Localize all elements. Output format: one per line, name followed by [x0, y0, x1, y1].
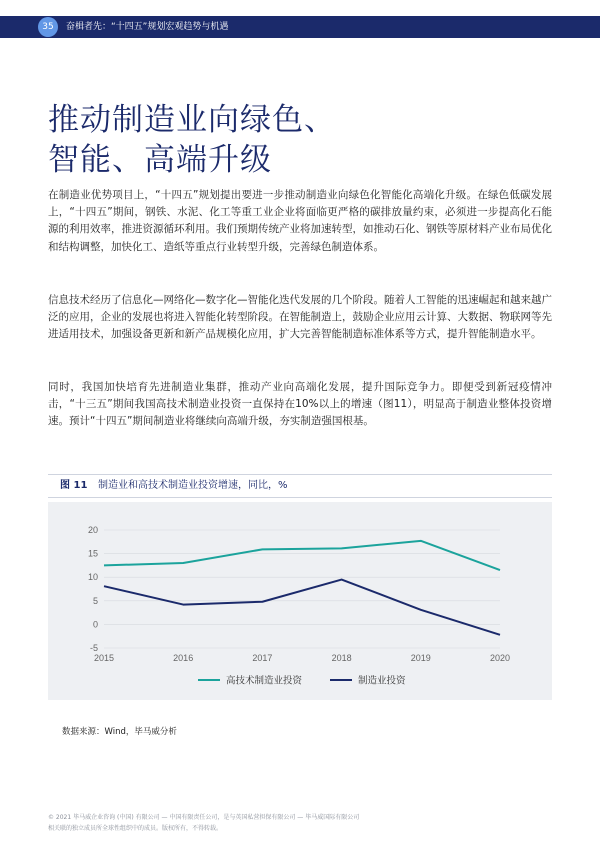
x-tick-label: 2020: [489, 653, 511, 663]
figure-number: 图 11: [60, 480, 88, 491]
page-title: [48, 100, 568, 180]
y-tick-label: 0: [92, 619, 98, 630]
header-bar: [0, 16, 600, 38]
y-tick-label: 15: [87, 548, 98, 559]
series-line-1: [104, 541, 500, 570]
y-tick-label: 5: [92, 595, 98, 606]
header-title: 奋楫者先：“十四五”规划宏观趋势与机遇: [66, 22, 229, 32]
data-source: 数据来源：Wind，毕马威分析: [62, 727, 177, 737]
x-tick-label: 2015: [93, 653, 115, 663]
figure-caption: [48, 474, 552, 498]
paragraph-1: 在制造业优势项目上，“十四五”规划提出要进一步推动制造业向绿色化智能化高端化升级。在绿色低碳发展上，“十四五”期间，钢铁、水泥、化工等重工业企业将面临更严格的碳排放量约束，必须进一步提高化石能源的利用效率，推进资源循环利用。我们预期传统产业将加速转型，如推动石化、钢铁等原材料产业布局优化和结构调整，加快化工、造纸等重点行业转型升级，完善绿色制造体系。: [48, 189, 552, 253]
footer-copyright: © 2021 毕马威企业咨询 (中国) 有限公司 — 中国有限责任公司，是与英国私营担保有限公司 — 毕马威国际有限公司: [48, 814, 360, 821]
x-tick-label: 2016: [173, 653, 194, 663]
y-tick-label: 20: [87, 525, 98, 535]
figure-title: 制造业和高技术制造业投资增速，同比，%: [98, 480, 288, 491]
series-line-2: [104, 580, 500, 635]
page-number: 35: [38, 17, 58, 37]
page-title-line-1: 推动制造业向绿色、: [48, 102, 336, 138]
paragraph-2: 信息技术经历了信息化—网络化—数字化—智能化迭代发展的几个阶段。随着人工智能的迅速崛起和越来越广泛的应用，企业的发展也将进入智能化转型阶段。在智能制造上，鼓励企业应用云计算、大数据、物联网等先进适用技术，加强设备更新和新产品规模化应用，扩大完善智能制造标准体系等方式，提升智能制造水平。: [48, 294, 552, 341]
legend-label: 制造业投资: [358, 675, 406, 687]
x-tick-label: 2017: [252, 653, 273, 663]
legend-label: 高技术制造业投资: [226, 675, 303, 687]
footer-copyright-2: 相关联的独立成员所全球性组织中的成员。版权所有，不得转载。: [48, 825, 223, 832]
paragraph-3: 同时，我国加快培育先进制造业集群，推动产业向高端化发展，提升国际竞争力。即便受到新冠疫情冲击，“十三五”期间我国高技术制造业投资一直保持在10%以上的增速（图11），明显高于制造业整体投资增速。预计“十四五”期间制造业将继续向高端升级，夯实制造强国根基。: [48, 381, 552, 428]
x-tick-label: 2018: [331, 653, 352, 663]
page-title-line-2: 智能、高端升级: [48, 142, 272, 178]
y-tick-label: -5: [89, 643, 98, 653]
line-chart: [48, 502, 552, 700]
chart-area: [48, 502, 552, 700]
x-tick-label: 2019: [410, 653, 431, 663]
y-tick-label: 10: [87, 572, 98, 583]
